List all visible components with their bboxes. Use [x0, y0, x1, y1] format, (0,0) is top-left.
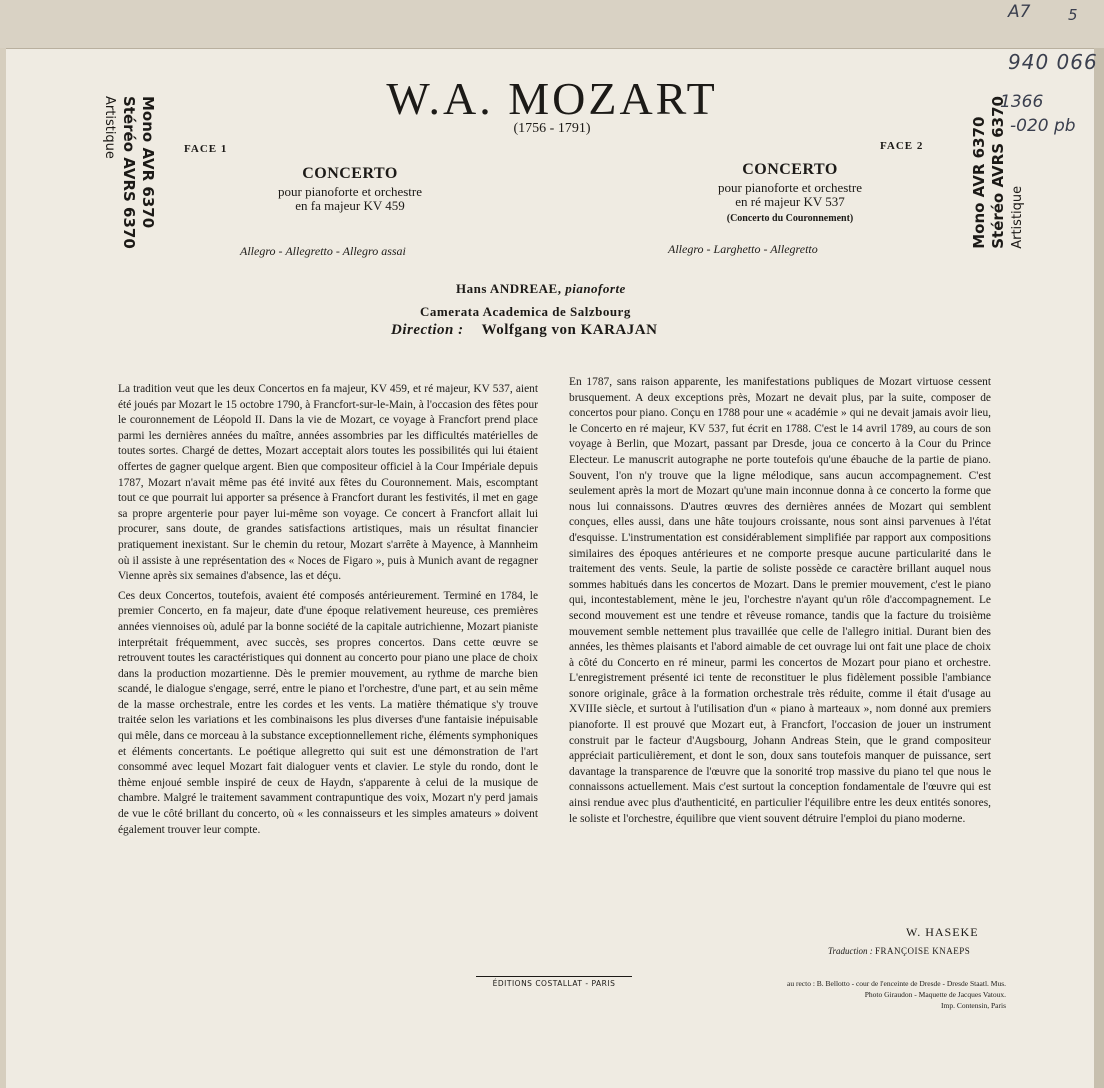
work-nickname: (Concerto du Couronnement)	[726, 213, 854, 224]
translator-label: Traduction :	[828, 946, 873, 956]
publisher-line: ÉDITIONS COSTALLAT - PARIS	[476, 976, 632, 988]
liner-paragraph: En 1787, sans raison apparente, les manifestations publiques de Mozart virtuose cessent brusquement. A deux exceptions près, Mozart ne devait plus, par la suite, composer de concertos pour piano. Conçu en 1788 pour une « académie » qui ne devait jamais avoir lieu, le Concerto en ré majeur, KV 537, fut écrit en 1788. C'est le 14 avril 1789, au cours de son voyage à Berlin, que Mozart, passant par Dresde, joua ce concerto à la Cour du Prince Electeur. Le manuscrit autographe ne porte toutefois qu'une ébauche de la partie de piano. Souvent, l'on n'y trouve que la ligne mélodique, sans aucun accompagnement. C'est seulement après la mort de Mozart qu'une main inconnue donna à ce concerto la forme que nous lui connaissons. D'autres œuvres des dernières années de Mozart qui semblent conçues, elles aussi, dans une hâte toujours croissante, nous sont ainsi parvenues à l'état d'esquisse. L'instrumentation est considérablement simplifiée par rapport aux compositions similaires des époques antérieures et ne comporte presque aucune particularité dans le traitement des vents. Seule, la partie de soliste possède ce caractère brillant auquel nous sommes habitués dans les concertos de Mozart. Dans le premier mouvement, c'est le piano qui, incontestablement, mène le jeu, l'orchestre n'ayant qu'un rôle d'accompagnement. Le second mouvement est une tendre et rêveuse romance, tandis que la facture du troisième mouvement semble nettement plus travaillée que celle de l'allegro initial. Durant bien des années, les thèmes plaisants et l'abord aimable de cet ouvrage lui ont fait une place de choix à côté du Concerto en ré mineur, parmi les concertos de Mozart pour piano et orchestre. L'enregistrement présenté ici tente de reconstituer le plus fidèlement possible l'ambiance sonore originale, grâce à la formation orchestrale très réduite, comme il était d'usage au XVIIIe siècle, et surtout à l'utilisation d'un « piano à marteaux », nom donné aux premiers pianoforte. Il est prouvé que Mozart eut, à Francfort, l'occasion de jouer un instrument construit par le facteur d'Augsbourg, Johann Andreas Stein, que le grand compositeur appréciait particulièrement, et dont le son, doux sans toutefois manquer de puissance, sert davantage la transparence de l'œuvre que la sonorité trop massive du piano tel que nous le connaissons actuellement. Mais c'est surtout la conception fondamentale de l'œuvre qui est ainsi rendue avec plus d'authenticité, en particulier l'équilibre entre les deux entités sonores, le soliste et l'orchestre, équilibre que vient souvent détruire l'emploi du piano moderne.	[569, 376, 991, 825]
catalog-number-right	[970, 96, 1027, 249]
conductor-credit	[391, 322, 657, 339]
liner-paragraph: La tradition veut que les deux Concertos en fa majeur, KV 459, et ré majeur, KV 537, aient été joués par Mozart le 15 octobre 1790, à Francfort-sur-le-Main, à l'occasion des fêtes pour le couronnement de Léopold II. Dans la vie de Mozart, ce voyage à Francfort prend place parmi les dernières années du maître, années assombries par les difficultés matérielles de toutes sortes. Chargé de dettes, Mozart acceptait alors toutes les possibilités qui lui étaient offertes de gagner quelque argent. Bien que compositeur officiel à la Cour Impériale depuis 1787, Mozart n'avait même pas été invité aux fêtes du Couronnement. Mais, escomptant tout ce que pourrait lui apporter sa présence à Francfort durant les festivités, il met en gage sa propre argenterie pour payer lui-même son voyage. Ce concert à Francfort allait lui procurer, sans doute, de grandes satisfactions artistiques, mais un résultat financier pratiquement inexistant. Sur le chemin du retour, Mozart s'arrête à Mayence, à Mannheim où il assiste à une représentation des « Noces de Figaro », puis à Munich avant de regagner Vienne après six semaines d'absence, las et déçu.	[118, 383, 538, 583]
production-credits	[730, 978, 1006, 1011]
work-key: en fa majeur KV 459	[295, 198, 405, 213]
work-title: CONCERTO	[742, 161, 838, 178]
work-key: en ré majeur KV 537	[735, 194, 845, 209]
label-name: Artistique	[1010, 185, 1025, 249]
catalog-stereo: Stéréo AVRS 6370	[989, 96, 1007, 249]
label-name: Artistique	[102, 96, 117, 159]
sleeve-right-edge	[1094, 48, 1104, 1088]
soloist-credit	[456, 281, 626, 297]
face-2-work	[690, 161, 890, 224]
translator-credit	[828, 946, 970, 956]
printer-credit: Imp. Contensin, Paris	[941, 1001, 1006, 1010]
handwritten-price-line2: -020 pb	[1010, 116, 1076, 136]
work-scoring: pour pianoforte et orchestre	[277, 184, 423, 199]
catalog-mono: Mono AVR 6370	[139, 96, 157, 229]
soloist-name: Hans ANDREAE,	[456, 281, 562, 296]
cover-art-credit: au recto : B. Bellotto - cour de l'enceinte de Dresde - Dresde Staatl. Mus.	[787, 979, 1006, 988]
liner-notes-right-column	[569, 375, 991, 827]
face-2-label: FACE 2	[880, 140, 924, 152]
author-signature: W. HASEKE	[906, 925, 979, 939]
handwritten-code: 940 066	[1008, 50, 1098, 74]
face-2-movements: Allegro - Larghetto - Allegretto	[668, 242, 818, 256]
sleeve-left-edge	[0, 48, 6, 1088]
soloist-instrument: pianoforte	[565, 281, 626, 296]
liner-notes-left-column	[118, 382, 538, 838]
catalog-stereo: Stéréo AVRS 6370	[120, 96, 138, 249]
composer-dates: (1756 - 1791)	[513, 121, 591, 136]
photo-design-credit: Photo Giraudon - Maquette de Jacques Vatoux.	[864, 990, 1006, 999]
face-1-work	[220, 165, 480, 213]
face-1-label: FACE 1	[184, 143, 228, 155]
catalog-mono: Mono AVR 6370	[970, 116, 988, 249]
sleeve-top-edge	[0, 0, 1104, 49]
handwritten-price-line1: 1366	[1000, 92, 1044, 112]
work-title: CONCERTO	[302, 165, 398, 182]
translator-name: FRANÇOISE KNAEPS	[875, 946, 971, 956]
liner-paragraph: Ces deux Concertos, toutefois, avaient été composés antérieurement. Terminé en 1784, le premier Concerto, en fa majeur, date d'une époque relativement heureuse, ces premières années viennoises où, adulé par la bonne société de la capitale autrichienne, Mozart pianiste interprétait fréquemment, avec succès, ses propres concertos. Dans cette œuvre se retrouvent toutes les caractéristiques qui donnent au concerto pour piano une place de choix dans la production mozartienne. Dès le premier mouvement, au rythme de marche bien scandé, le dialogue s'engage, serré, entre le piano et l'orchestre, d'une part, et au sein même de la masse orchestrale, entre les cordes et les vents. La matière thématique s'y trouve traitée selon les variations et les combinaisons les plus diverses d'une fantaisie inépuisable qui mêle, dans ce morceau à la substance exceptionnellement riche, éléments symphoniques et éléments concertants. Le poétique allegretto qui suit est une démonstration de l'art consommé avec lequel Mozart fait dialoguer vents et clavier. Le style du rondo, dont le thème enjoué semble inspiré de ceux de Haydn, s'apparente à celui de la musique de chambre. Malgré le traitement savamment contrapuntique des voix, Mozart n'y perd jamais de vue le côté brillant du concerto, où « les connaisseurs et les simples amateurs » doivent également trouver leur compte.	[118, 589, 538, 836]
direction-label: Direction :	[391, 322, 464, 338]
work-scoring: pour pianoforte et orchestre	[717, 180, 863, 195]
composer-title: W.A. MOZART	[386, 73, 718, 124]
handwritten-note-top-right: 5	[1068, 6, 1078, 24]
catalog-number-left	[100, 96, 157, 249]
ensemble-credit: Camerata Academica de Salzbourg	[420, 304, 631, 319]
face-1-movements: Allegro - Allegretto - Allegro assai	[240, 244, 406, 258]
conductor-name: Wolfgang von KARAJAN	[481, 322, 658, 338]
handwritten-note-top-left: A7	[1008, 2, 1031, 22]
